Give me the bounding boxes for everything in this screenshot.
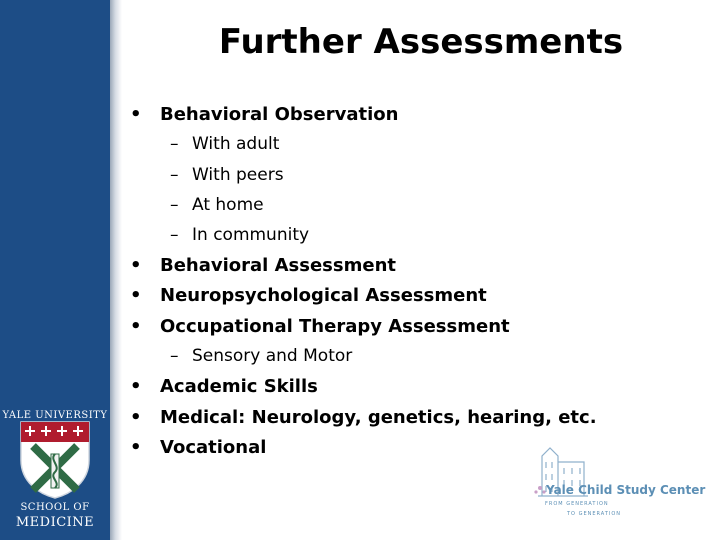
dash-marker: –: [170, 195, 179, 215]
sub-bullet-item: [170, 134, 279, 154]
sidebar-shadow: [110, 0, 122, 540]
sub-bullet-item: [170, 346, 352, 366]
bullet-text: Vocational: [160, 437, 267, 458]
bullet-item: [130, 407, 597, 428]
dash-marker: –: [170, 346, 179, 366]
bullet-item: [130, 255, 396, 276]
bullet-text: With peers: [192, 165, 284, 185]
bullet-item: [130, 437, 266, 458]
medicine-label: MEDICINE: [15, 515, 95, 530]
sub-bullet-item: [170, 165, 284, 185]
sub-bullet-item: [170, 195, 264, 215]
sub-bullet-item: [170, 225, 309, 245]
bullet-text: At home: [192, 195, 264, 215]
bullet-text: In community: [192, 225, 310, 245]
bullet-text: With adult: [192, 134, 280, 154]
bullet-marker: •: [130, 285, 142, 306]
bullet-item: [130, 104, 398, 125]
dash-marker: –: [170, 165, 179, 185]
center-name: Yale Child Study Center: [546, 483, 706, 497]
school-of-label: SCHOOL OF: [20, 502, 90, 513]
bullet-marker: •: [130, 437, 142, 458]
bullet-item: [130, 316, 510, 337]
bullet-text: Academic Skills: [160, 376, 318, 397]
bullet-text: Sensory and Motor: [192, 346, 353, 366]
bullet-marker: •: [130, 255, 142, 276]
bullet-text: Medical: Neurology, genetics, hearing, etc.: [160, 407, 597, 428]
yale-shield-icon: [19, 420, 91, 500]
dash-marker: –: [170, 134, 179, 154]
center-tagline-1: FROM GENERATION: [545, 501, 609, 507]
bullet-text: Behavioral Assessment: [160, 255, 396, 276]
bullet-text: Occupational Therapy Assessment: [160, 316, 510, 337]
bullet-text: Neuropsychological Assessment: [160, 285, 487, 306]
slide-title: Further Assessments: [218, 22, 624, 62]
bullet-marker: •: [130, 376, 142, 397]
bullet-item: [130, 376, 318, 397]
bullet-text: Behavioral Observation: [160, 104, 399, 125]
dash-marker: –: [170, 225, 179, 245]
bullet-marker: •: [130, 104, 142, 125]
center-tagline-2: TO GENERATION: [567, 511, 622, 517]
bullet-marker: •: [130, 316, 142, 337]
bullet-marker: •: [130, 407, 142, 428]
bullet-item: [130, 285, 487, 306]
yale-university-label: YALE UNIVERSITY: [2, 410, 108, 421]
